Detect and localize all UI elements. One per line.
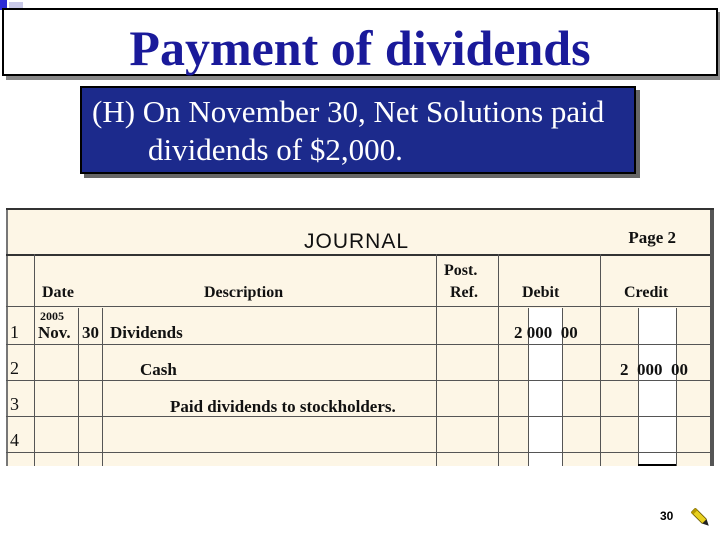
post-ref-header-line-2: Ref. xyxy=(450,284,478,301)
row-credit: 2 000 00 xyxy=(620,360,688,379)
row-description: Cash xyxy=(140,360,177,379)
row-number: 2 xyxy=(10,358,19,378)
title-bar xyxy=(2,8,718,76)
row-number: 1 xyxy=(10,322,19,342)
journal-top-border xyxy=(6,208,714,210)
info-box xyxy=(80,86,636,174)
debit-header: Debit xyxy=(522,284,560,301)
credit-white-column xyxy=(638,308,676,466)
journal-page-number: Page 2 xyxy=(628,228,676,247)
post-ref-header-line-1: Post. xyxy=(444,262,478,279)
journal-title: JOURNAL xyxy=(304,230,410,253)
year-label: 2005 xyxy=(40,309,64,323)
page-title: Payment of dividends xyxy=(129,20,591,76)
description-header: Description xyxy=(204,284,284,301)
date-header: Date xyxy=(42,284,74,301)
row-day: 30 xyxy=(82,323,99,342)
row-number: 4 xyxy=(10,430,19,450)
row-debit: 2 000 00 xyxy=(514,323,578,342)
row-description: Paid dividends to stockholders. xyxy=(170,397,396,416)
row-number: 3 xyxy=(10,394,19,414)
row-description: Dividends xyxy=(110,323,183,342)
credit-header: Credit xyxy=(624,284,669,301)
journal-panel xyxy=(6,208,714,466)
pen-icon xyxy=(688,505,714,531)
info-text-line-2: dividends of $2,000. xyxy=(148,132,403,167)
journal-header-line xyxy=(6,254,710,256)
slide-page-number: 30 xyxy=(660,509,674,523)
info-text-line-1: (H) On November 30, Net Solutions paid xyxy=(92,94,605,129)
row-month: Nov. xyxy=(38,323,71,342)
